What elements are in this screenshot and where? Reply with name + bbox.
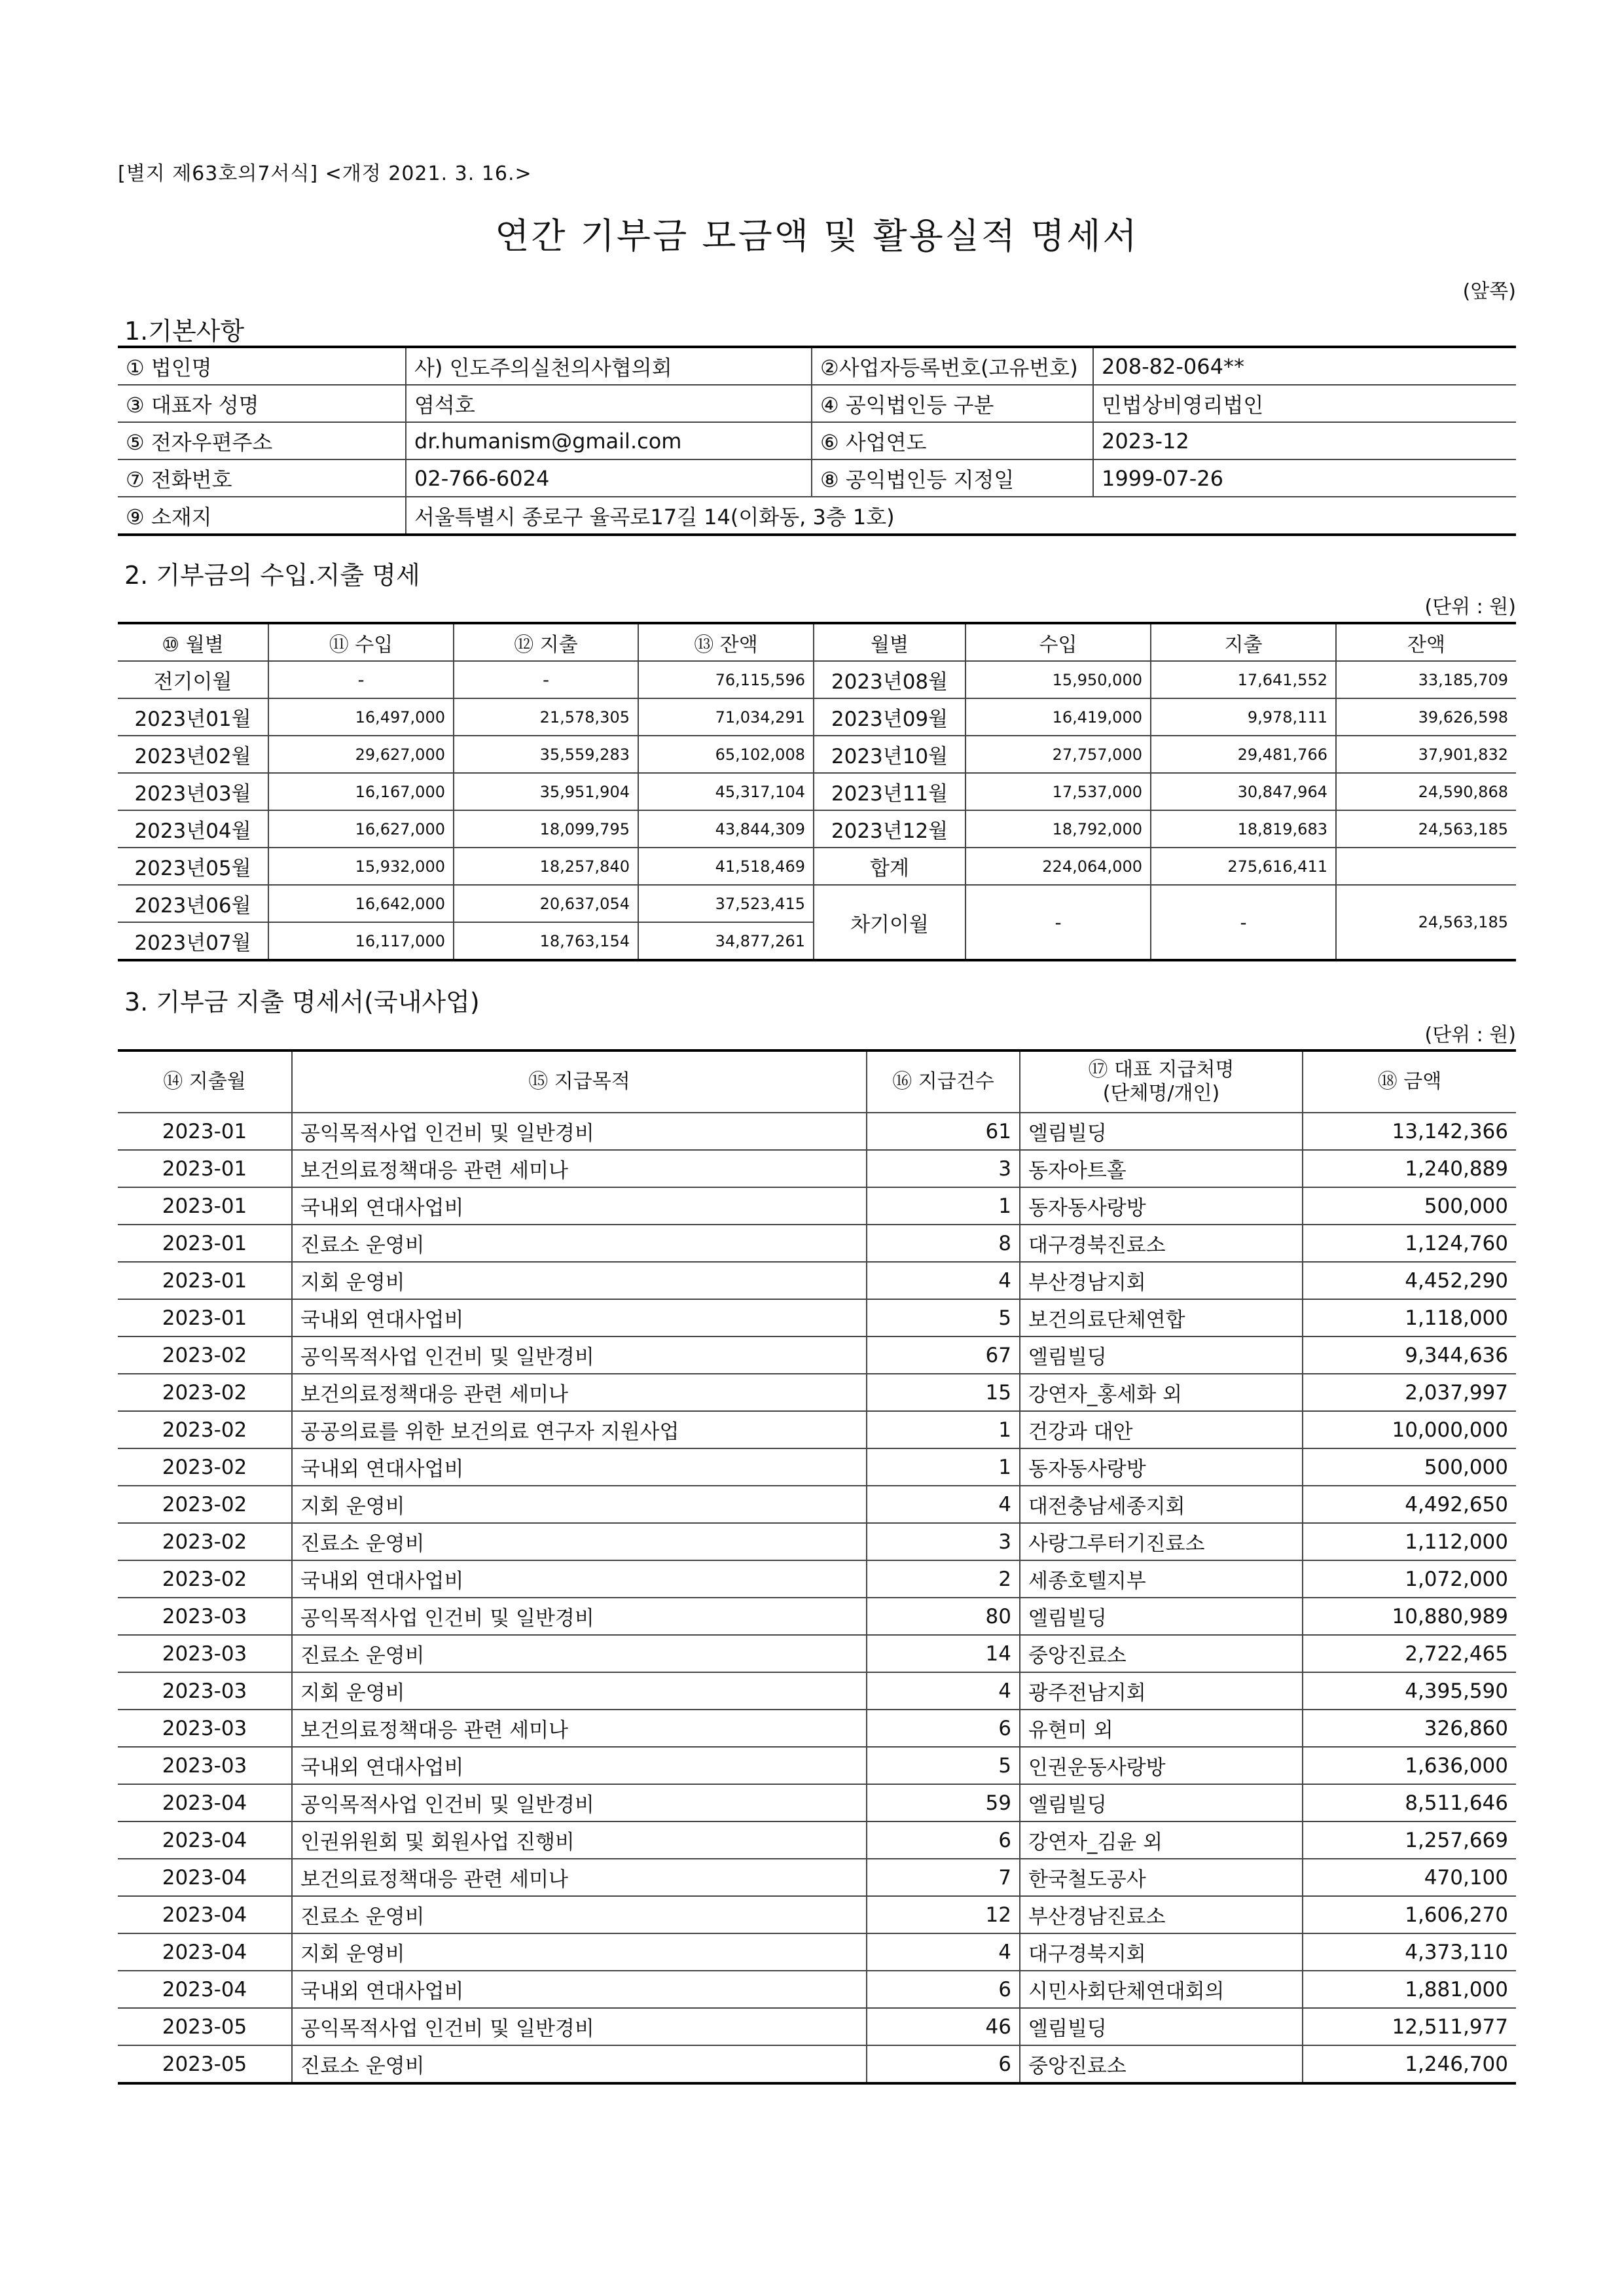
count-cell: 5: [867, 1299, 1020, 1336]
info-value: 민법상비영리법인: [1093, 385, 1516, 422]
balance-cell: 41,518,469: [638, 848, 814, 885]
expense-cell: 275,616,411: [1151, 848, 1336, 885]
expense-month-cell: 2023-01: [118, 1150, 292, 1187]
income-cell: 15,932,000: [268, 848, 454, 885]
payee-cell: 중앙진료소: [1020, 1635, 1303, 1672]
count-cell: 4: [867, 1486, 1020, 1523]
expense-cell: 30,847,964: [1151, 773, 1336, 810]
income-cell: 16,419,000: [965, 698, 1151, 736]
month-cell: 2023년08월: [814, 661, 965, 698]
purpose-cell: 진료소 운영비: [292, 1635, 867, 1672]
carry-next-expense: -: [1151, 885, 1336, 960]
income-cell: 29,627,000: [268, 736, 454, 773]
count-cell: 80: [867, 1598, 1020, 1635]
month-cell: 2023년10월: [814, 736, 965, 773]
income-cell: -: [268, 661, 454, 698]
table-row: [118, 1336, 1516, 1374]
balance-cell: 33,185,709: [1336, 661, 1516, 698]
info-value: 2023-12: [1093, 422, 1516, 459]
address-label: ⑨ 소재지: [118, 497, 406, 535]
payee-cell: 중앙진료소: [1020, 2045, 1303, 2083]
balance-cell: 24,590,868: [1336, 773, 1516, 810]
monthly-header-cell: ⑬ 잔액: [638, 623, 814, 661]
purpose-cell: 국내외 연대사업비: [292, 1747, 867, 1784]
expense-cell: -: [454, 661, 638, 698]
expense-month-cell: 2023-01: [118, 1262, 292, 1299]
expense-month-cell: 2023-01: [118, 1299, 292, 1336]
monthly-row: [118, 698, 1516, 736]
expense-month-cell: 2023-03: [118, 1747, 292, 1784]
purpose-cell: 국내외 연대사업비: [292, 1971, 867, 2008]
amount-cell: 1,246,700: [1303, 2045, 1516, 2083]
payee-cell: 부산경남진료소: [1020, 1896, 1303, 1933]
purpose-cell: 인권위원회 및 회원사업 진행비: [292, 1821, 867, 1859]
expense-month-cell: 2023-04: [118, 1859, 292, 1896]
info-label: ⑤ 전자우편주소: [118, 422, 406, 459]
expense-month-cell: 2023-02: [118, 1374, 292, 1411]
monthly-header-cell: 잔액: [1336, 623, 1516, 661]
expense-month-cell: 2023-04: [118, 1896, 292, 1933]
form-number: [별지 제63호의7서식] <개정 2021. 3. 16.>: [118, 162, 532, 185]
expense-month-cell: 2023-01: [118, 1187, 292, 1225]
count-cell: 7: [867, 1859, 1020, 1896]
monthly-row: [118, 885, 1516, 922]
expense-month-cell: 2023-02: [118, 1523, 292, 1560]
purpose-cell: 국내외 연대사업비: [292, 1448, 867, 1486]
table-row: [118, 1598, 1516, 1635]
purpose-cell: 지회 운영비: [292, 1933, 867, 1971]
purpose-cell: 진료소 운영비: [292, 2045, 867, 2083]
table-row: [118, 1299, 1516, 1336]
amount-cell: 4,452,290: [1303, 1262, 1516, 1299]
count-cell: 2: [867, 1560, 1020, 1598]
table-row: [118, 1560, 1516, 1598]
amount-cell: 500,000: [1303, 1187, 1516, 1225]
front-page-label: (앞쪽): [1462, 280, 1516, 303]
income-expense-table: [118, 622, 1516, 961]
amount-cell: 1,606,270: [1303, 1896, 1516, 1933]
expenditure-header-row: [118, 1050, 1516, 1113]
balance-cell: 37,523,415: [638, 885, 814, 922]
amount-cell: 1,240,889: [1303, 1150, 1516, 1187]
info-value: 02-766-6024: [406, 459, 812, 497]
info-row: [118, 347, 1516, 385]
table-row: [118, 1150, 1516, 1187]
carry-next-balance: 24,563,185: [1336, 885, 1516, 960]
table-row: [118, 1821, 1516, 1859]
expense-cell: 18,257,840: [454, 848, 638, 885]
amount-cell: 500,000: [1303, 1448, 1516, 1486]
payee-cell: 엘림빌딩: [1020, 2008, 1303, 2045]
table-row: [118, 1262, 1516, 1299]
expense-month-cell: 2023-04: [118, 1821, 292, 1859]
purpose-cell: 보건의료정책대응 관련 세미나: [292, 1710, 867, 1747]
count-cell: 3: [867, 1150, 1020, 1187]
expense-month-cell: 2023-02: [118, 1486, 292, 1523]
monthly-row: [118, 773, 1516, 810]
table-row: [118, 1896, 1516, 1933]
balance-cell: 24,563,185: [1336, 810, 1516, 848]
amount-cell: 1,072,000: [1303, 1560, 1516, 1598]
payee-cell: 부산경남지회: [1020, 1262, 1303, 1299]
monthly-header-cell: ⑪ 수입: [268, 623, 454, 661]
table-row: [118, 1411, 1516, 1448]
expense-cell: 18,819,683: [1151, 810, 1336, 848]
info-label: ④ 공익법인등 구분: [812, 385, 1093, 422]
table-row: [118, 1448, 1516, 1486]
month-cell: 2023년02월: [118, 736, 268, 773]
month-cell: 전기이월: [118, 661, 268, 698]
balance-cell: 71,034,291: [638, 698, 814, 736]
income-cell: 15,950,000: [965, 661, 1151, 698]
purpose-cell: 국내외 연대사업비: [292, 1187, 867, 1225]
count-cell: 46: [867, 2008, 1020, 2045]
amount-cell: 2,722,465: [1303, 1635, 1516, 1672]
purpose-cell: 공익목적사업 인건비 및 일반경비: [292, 2008, 867, 2045]
section-3-unit: (단위 : 원): [1424, 1024, 1516, 1047]
payee-cell: 유현미 외: [1020, 1710, 1303, 1747]
info-value: 사) 인도주의실천의사협의회: [406, 347, 812, 385]
payee-cell: 인권운동사랑방: [1020, 1747, 1303, 1784]
table-row: [118, 1971, 1516, 2008]
purpose-cell: 지회 운영비: [292, 1262, 867, 1299]
amount-cell: 1,257,669: [1303, 1821, 1516, 1859]
expense-month-cell: 2023-01: [118, 1113, 292, 1150]
expenditure-table: [118, 1049, 1516, 2085]
table-row: [118, 1486, 1516, 1523]
payee-cell: 강연자_홍세화 외: [1020, 1374, 1303, 1411]
info-row-address: [118, 497, 1516, 535]
balance-cell: 34,877,261: [638, 922, 814, 960]
balance-cell: 45,317,104: [638, 773, 814, 810]
expense-month-cell: 2023-02: [118, 1560, 292, 1598]
count-cell: 12: [867, 1896, 1020, 1933]
table-row: [118, 1710, 1516, 1747]
amount-cell: 2,037,997: [1303, 1374, 1516, 1411]
monthly-row: [118, 810, 1516, 848]
amount-cell: 1,881,000: [1303, 1971, 1516, 2008]
header-payee-line2: (단체명/개인): [1102, 1082, 1220, 1105]
expense-cell: 29,481,766: [1151, 736, 1336, 773]
purpose-cell: 공익목적사업 인건비 및 일반경비: [292, 1336, 867, 1374]
expense-cell: 18,099,795: [454, 810, 638, 848]
header-count: ⑯ 지급건수: [867, 1050, 1020, 1113]
amount-cell: 4,492,650: [1303, 1486, 1516, 1523]
amount-cell: 1,636,000: [1303, 1747, 1516, 1784]
table-row: [118, 1523, 1516, 1560]
info-value: 208-82-064**: [1093, 347, 1516, 385]
balance-cell: 43,844,309: [638, 810, 814, 848]
count-cell: 1: [867, 1411, 1020, 1448]
purpose-cell: 진료소 운영비: [292, 1523, 867, 1560]
count-cell: 6: [867, 2045, 1020, 2083]
count-cell: 67: [867, 1336, 1020, 1374]
header-amount: ⑱ 금액: [1303, 1050, 1516, 1113]
purpose-cell: 지회 운영비: [292, 1486, 867, 1523]
info-value: dr.humanism@gmail.com: [406, 422, 812, 459]
purpose-cell: 국내외 연대사업비: [292, 1560, 867, 1598]
income-cell: 17,537,000: [965, 773, 1151, 810]
amount-cell: 1,112,000: [1303, 1523, 1516, 1560]
monthly-header-cell: 수입: [965, 623, 1151, 661]
expense-cell: 20,637,054: [454, 885, 638, 922]
carry-next-income: -: [965, 885, 1151, 960]
expense-month-cell: 2023-05: [118, 2045, 292, 2083]
amount-cell: 10,000,000: [1303, 1411, 1516, 1448]
income-cell: 16,497,000: [268, 698, 454, 736]
purpose-cell: 국내외 연대사업비: [292, 1299, 867, 1336]
count-cell: 15: [867, 1374, 1020, 1411]
expense-cell: 18,763,154: [454, 922, 638, 960]
count-cell: 4: [867, 1262, 1020, 1299]
count-cell: 4: [867, 1933, 1020, 1971]
purpose-cell: 진료소 운영비: [292, 1225, 867, 1262]
count-cell: 3: [867, 1523, 1020, 1560]
expense-cell: 35,951,904: [454, 773, 638, 810]
monthly-row: [118, 848, 1516, 885]
expense-month-cell: 2023-02: [118, 1448, 292, 1486]
month-cell: 2023년04월: [118, 810, 268, 848]
table-row: [118, 1859, 1516, 1896]
info-row: [118, 422, 1516, 459]
amount-cell: 326,860: [1303, 1710, 1516, 1747]
basic-info-table: [118, 346, 1516, 536]
income-cell: 18,792,000: [965, 810, 1151, 848]
document-title: 연간 기부금 모금액 및 활용실적 명세서: [495, 215, 1139, 257]
amount-cell: 10,880,989: [1303, 1598, 1516, 1635]
monthly-header-cell: ⑩ 월별: [118, 623, 268, 661]
purpose-cell: 보건의료정책대응 관련 세미나: [292, 1374, 867, 1411]
payee-cell: 시민사회단체연대회의: [1020, 1971, 1303, 2008]
income-cell: 16,117,000: [268, 922, 454, 960]
month-cell: 2023년11월: [814, 773, 965, 810]
month-cell: 2023년09월: [814, 698, 965, 736]
payee-cell: 엘림빌딩: [1020, 1113, 1303, 1150]
income-cell: 16,627,000: [268, 810, 454, 848]
carry-next-label: 차기이월: [814, 885, 965, 960]
income-cell: 16,167,000: [268, 773, 454, 810]
amount-cell: 4,395,590: [1303, 1672, 1516, 1710]
amount-cell: 12,511,977: [1303, 2008, 1516, 2045]
count-cell: 5: [867, 1747, 1020, 1784]
expense-cell: 35,559,283: [454, 736, 638, 773]
monthly-header-cell: 월별: [814, 623, 965, 661]
balance-cell: 37,901,832: [1336, 736, 1516, 773]
month-cell: 2023년01월: [118, 698, 268, 736]
expense-month-cell: 2023-04: [118, 1971, 292, 2008]
info-label: ②사업자등록번호(고유번호): [812, 347, 1093, 385]
balance-cell: 65,102,008: [638, 736, 814, 773]
count-cell: 61: [867, 1113, 1020, 1150]
section-2-title: 2. 기부금의 수입.지출 명세: [124, 561, 420, 590]
payee-cell: 광주전남지회: [1020, 1672, 1303, 1710]
table-row: [118, 2045, 1516, 2083]
header-payee: [1020, 1050, 1303, 1113]
payee-cell: 대구경북지회: [1020, 1933, 1303, 1971]
payee-cell: 보건의료단체연합: [1020, 1299, 1303, 1336]
amount-cell: 4,373,110: [1303, 1933, 1516, 1971]
payee-cell: 엘림빌딩: [1020, 1336, 1303, 1374]
purpose-cell: 진료소 운영비: [292, 1896, 867, 1933]
info-row: [118, 459, 1516, 497]
info-value: 1999-07-26: [1093, 459, 1516, 497]
amount-cell: 1,118,000: [1303, 1299, 1516, 1336]
count-cell: 14: [867, 1635, 1020, 1672]
purpose-cell: 공익목적사업 인건비 및 일반경비: [292, 1598, 867, 1635]
expense-month-cell: 2023-03: [118, 1672, 292, 1710]
income-cell: 27,757,000: [965, 736, 1151, 773]
balance-cell: 39,626,598: [1336, 698, 1516, 736]
purpose-cell: 공공의료를 위한 보건의료 연구자 지원사업: [292, 1411, 867, 1448]
payee-cell: 한국철도공사: [1020, 1859, 1303, 1896]
income-cell: 16,642,000: [268, 885, 454, 922]
section-1-title: 1.기본사항: [124, 317, 245, 346]
payee-cell: 건강과 대안: [1020, 1411, 1303, 1448]
payee-cell: 동자아트홀: [1020, 1150, 1303, 1187]
table-row: [118, 1635, 1516, 1672]
payee-cell: 동자동사랑방: [1020, 1187, 1303, 1225]
expense-month-cell: 2023-03: [118, 1598, 292, 1635]
expense-cell: 17,641,552: [1151, 661, 1336, 698]
monthly-header-cell: 지출: [1151, 623, 1336, 661]
count-cell: 1: [867, 1187, 1020, 1225]
section-2-unit: (단위 : 원): [1424, 596, 1516, 619]
info-label: ③ 대표자 성명: [118, 385, 406, 422]
section-3-title: 3. 기부금 지출 명세서(국내사업): [124, 988, 480, 1016]
header-month: ⑭ 지출월: [118, 1050, 292, 1113]
month-cell: 2023년05월: [118, 848, 268, 885]
info-label: ⑧ 공익법인등 지정일: [812, 459, 1093, 497]
expense-month-cell: 2023-03: [118, 1710, 292, 1747]
expense-month-cell: 2023-01: [118, 1225, 292, 1262]
purpose-cell: 공익목적사업 인건비 및 일반경비: [292, 1784, 867, 1821]
balance-cell: [1336, 848, 1516, 885]
payee-cell: 엘림빌딩: [1020, 1784, 1303, 1821]
info-label: ① 법인명: [118, 347, 406, 385]
table-row: [118, 1933, 1516, 1971]
table-row: [118, 2008, 1516, 2045]
info-label: ⑦ 전화번호: [118, 459, 406, 497]
table-row: [118, 1187, 1516, 1225]
count-cell: 1: [867, 1448, 1020, 1486]
table-row: [118, 1747, 1516, 1784]
payee-cell: 대구경북진료소: [1020, 1225, 1303, 1262]
month-cell: 2023년07월: [118, 922, 268, 960]
table-row: [118, 1672, 1516, 1710]
income-cell: 224,064,000: [965, 848, 1151, 885]
table-row: [118, 1113, 1516, 1150]
expense-month-cell: 2023-02: [118, 1336, 292, 1374]
table-row: [118, 1784, 1516, 1821]
month-cell: 2023년12월: [814, 810, 965, 848]
header-payee-line1: ⑰ 대표 지급처명: [1088, 1058, 1235, 1081]
table-row: [118, 1225, 1516, 1262]
amount-cell: 470,100: [1303, 1859, 1516, 1896]
amount-cell: 13,142,366: [1303, 1113, 1516, 1150]
header-purpose: ⑮ 지급목적: [292, 1050, 867, 1113]
count-cell: 8: [867, 1225, 1020, 1262]
balance-cell: 76,115,596: [638, 661, 814, 698]
info-row: [118, 385, 1516, 422]
table-row: [118, 1374, 1516, 1411]
expense-cell: 21,578,305: [454, 698, 638, 736]
count-cell: 6: [867, 1710, 1020, 1747]
payee-cell: 대전충남세종지회: [1020, 1486, 1303, 1523]
expense-month-cell: 2023-03: [118, 1635, 292, 1672]
purpose-cell: 공익목적사업 인건비 및 일반경비: [292, 1113, 867, 1150]
payee-cell: 세종호텔지부: [1020, 1560, 1303, 1598]
monthly-header-cell: ⑫ 지출: [454, 623, 638, 661]
month-cell: 2023년06월: [118, 885, 268, 922]
expense-month-cell: 2023-04: [118, 1933, 292, 1971]
monthly-row: [118, 736, 1516, 773]
amount-cell: 8,511,646: [1303, 1784, 1516, 1821]
info-label: ⑥ 사업연도: [812, 422, 1093, 459]
payee-cell: 엘림빌딩: [1020, 1598, 1303, 1635]
expense-month-cell: 2023-04: [118, 1784, 292, 1821]
purpose-cell: 지회 운영비: [292, 1672, 867, 1710]
purpose-cell: 보건의료정책대응 관련 세미나: [292, 1150, 867, 1187]
payee-cell: 동자동사랑방: [1020, 1448, 1303, 1486]
expense-month-cell: 2023-02: [118, 1411, 292, 1448]
expense-cell: 9,978,111: [1151, 698, 1336, 736]
amount-cell: 1,124,760: [1303, 1225, 1516, 1262]
monthly-row: [118, 661, 1516, 698]
payee-cell: 사랑그루터기진료소: [1020, 1523, 1303, 1560]
amount-cell: 9,344,636: [1303, 1336, 1516, 1374]
expense-month-cell: 2023-05: [118, 2008, 292, 2045]
purpose-cell: 보건의료정책대응 관련 세미나: [292, 1859, 867, 1896]
count-cell: 59: [867, 1784, 1020, 1821]
count-cell: 6: [867, 1971, 1020, 2008]
address-value: 서울특별시 종로구 율곡로17길 14(이화동, 3층 1호): [406, 497, 1516, 535]
count-cell: 4: [867, 1672, 1020, 1710]
month-cell: 합계: [814, 848, 965, 885]
count-cell: 6: [867, 1821, 1020, 1859]
payee-cell: 강연자_김윤 외: [1020, 1821, 1303, 1859]
info-value: 염석호: [406, 385, 812, 422]
month-cell: 2023년03월: [118, 773, 268, 810]
